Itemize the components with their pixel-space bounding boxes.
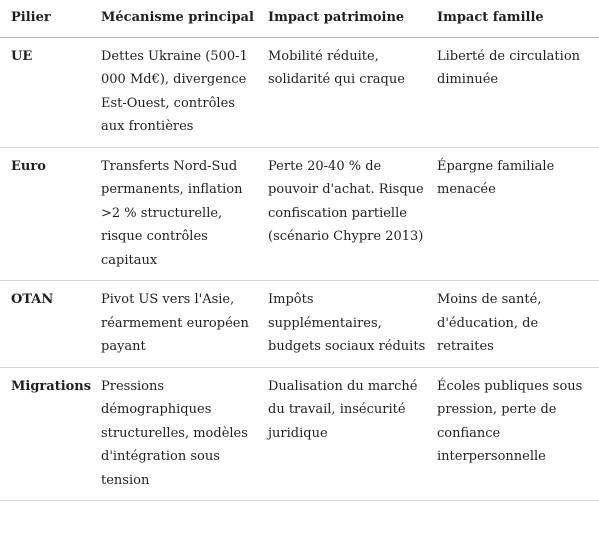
table-row xyxy=(0,367,599,501)
patrimoine-cell: Impôts supplémentaires, budgets sociaux réduits xyxy=(257,281,426,368)
table-row xyxy=(0,281,599,368)
header-pillar: Pilier xyxy=(0,0,90,37)
mechanism-cell: Pivot US vers l'Asie, réarmement européen payant xyxy=(90,281,257,368)
pillar-cell: Migrations xyxy=(0,367,90,501)
pillar-cell: OTAN xyxy=(0,281,90,368)
mechanism-cell: Pressions démographiques structurelles, modèles d'intégration sous tension xyxy=(90,367,257,501)
table-row xyxy=(0,37,599,147)
patrimoine-cell: Mobilité réduite, solidarité qui craque xyxy=(257,37,426,147)
header-patrimoine-impact: Impact patrimoine xyxy=(257,0,426,37)
patrimoine-cell: Dualisation du marché du travail, insécurité juridique xyxy=(257,367,426,501)
pillar-cell: UE xyxy=(0,37,90,147)
table-header-row xyxy=(0,0,599,37)
famille-cell: Moins de santé, d'éducation, de retraites xyxy=(426,281,599,368)
pillar-cell: Euro xyxy=(0,147,90,281)
header-mechanism: Mécanisme principal xyxy=(90,0,257,37)
header-family-impact: Impact famille xyxy=(426,0,599,37)
famille-cell: Épargne familiale menacée xyxy=(426,147,599,281)
mechanism-cell: Transferts Nord-Sud permanents, inflation >2 % structurelle, risque contrôles capitaux xyxy=(90,147,257,281)
mechanism-cell: Dettes Ukraine (500-1 000 Md€), divergence Est-Ouest, contrôles aux frontières xyxy=(90,37,257,147)
famille-cell: Liberté de circulation diminuée xyxy=(426,37,599,147)
table-row xyxy=(0,147,599,281)
famille-cell: Écoles publiques sous pression, perte de confiance interpersonnelle xyxy=(426,367,599,501)
patrimoine-cell: Perte 20-40 % de pouvoir d'achat. Risque confiscation partielle (scénario Chypre 2013) xyxy=(257,147,426,281)
